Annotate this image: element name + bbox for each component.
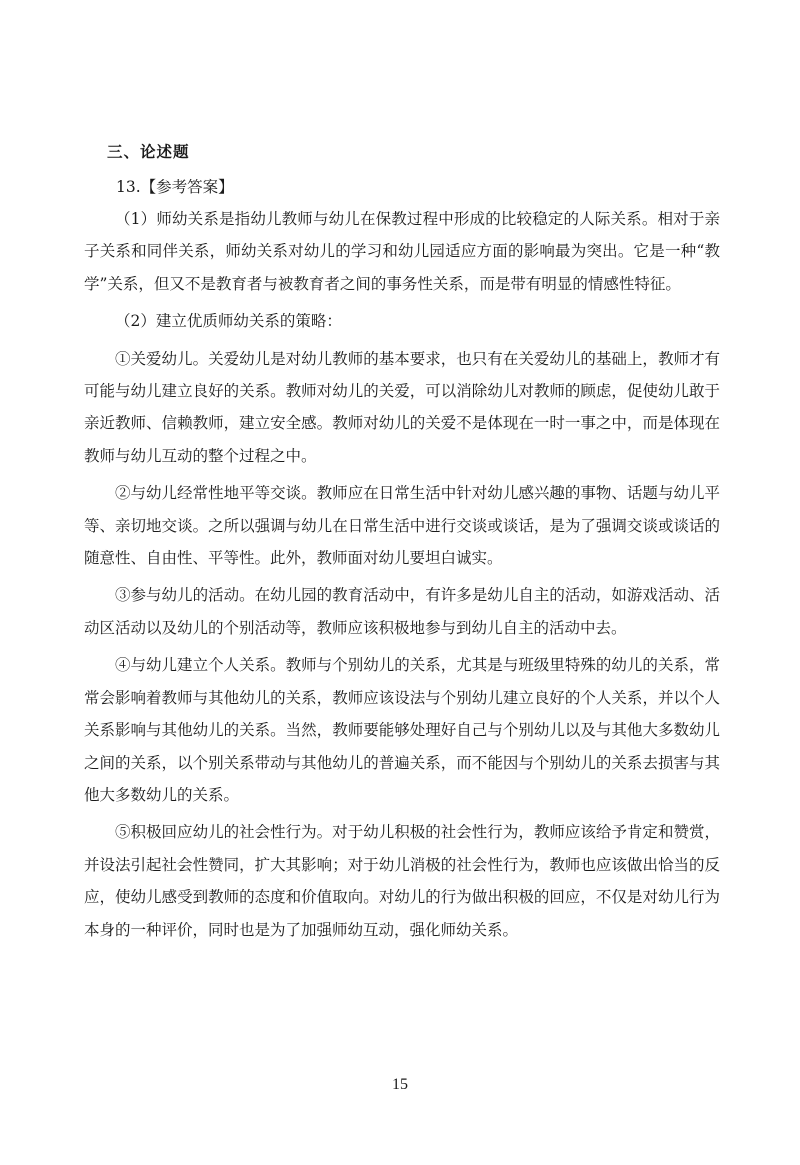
- paragraph-strategy-intro: （2）建立优质师幼关系的策略：: [115, 312, 342, 331]
- paragraph-strategy-3: ③参与幼儿的活动。在幼儿园的教育活动中，有许多是幼儿自主的活动，如游戏活动、活动区活动以及幼儿的个别活动等，教师应该积极地参与到幼儿自主的活动中去。: [84, 586, 720, 637]
- paragraph-strategy-2: ②与幼儿经常性地平等交谈。教师应在日常生活中针对幼儿感兴趣的事物、话题与幼儿平等、亲切地交谈。之所以强调与幼儿在日常生活中进行交谈或谈话，是为了强调交谈或谈话的随意性、自由性、平等性。此外，教师面对幼儿要坦白诚实。: [84, 484, 720, 568]
- paragraph-strategy-1: ①关爱幼儿。关爱幼儿是对幼儿教师的基本要求，也只有在关爱幼儿的基础上，教师才有可能与幼儿建立良好的关系。教师对幼儿的关爱，可以消除幼儿对教师的顾虑，促使幼儿敢于亲近教师、信赖教师，建立安全感。教师对幼儿的关爱不是体现在一时一事之中，而是体现在教师与幼儿互动的整个过程之中。: [84, 349, 720, 465]
- answer-body: [84, 203, 720, 946]
- page-number: 15: [392, 1076, 408, 1093]
- paragraph-strategy-4: ④与幼儿建立个人关系。教师与个别幼儿的关系，尤其是与班级里特殊的幼儿的关系，常常会影响着教师与其他幼儿的关系，教师应该设法与个别幼儿建立良好的个人关系，并以个人关系影响与其他幼儿的关系。当然，教师要能够处理好自己与个别幼儿以及与其他大多数幼儿之间的关系，以个别关系带动与其他幼儿的普遍关系，而不能因与个别幼儿的关系去损害与其他大多数幼儿的关系。: [84, 656, 720, 804]
- paragraph-strategy-5: ⑤积极回应幼儿的社会性行为。对于幼儿积极的社会性行为，教师应该给予肯定和赞赏，并设法引起社会性赞同，扩大其影响；对于幼儿消极的社会性行为，教师也应该做出恰当的反应，使幼儿感受到教师的态度和价值取向。对幼儿的行为做出积极的回应，不仅是对幼儿行为本身的一种评价，同时也是为了加强师幼互动，强化师幼关系。: [84, 823, 720, 939]
- paragraph-definition: （1）师幼关系是指幼儿教师与幼儿在保教过程中形成的比较稳定的人际关系。相对于亲子关系和同伴关系，师幼关系对幼儿的学习和幼儿园适应方面的影响最为突出。它是一种“教学”关系，但又不是教育者与被教育者之间的事务性关系，而是带有明显的情感性特征。: [84, 210, 720, 293]
- section-heading: 三、论述题: [107, 143, 190, 161]
- answer-label: 13.【参考答案】: [116, 178, 234, 196]
